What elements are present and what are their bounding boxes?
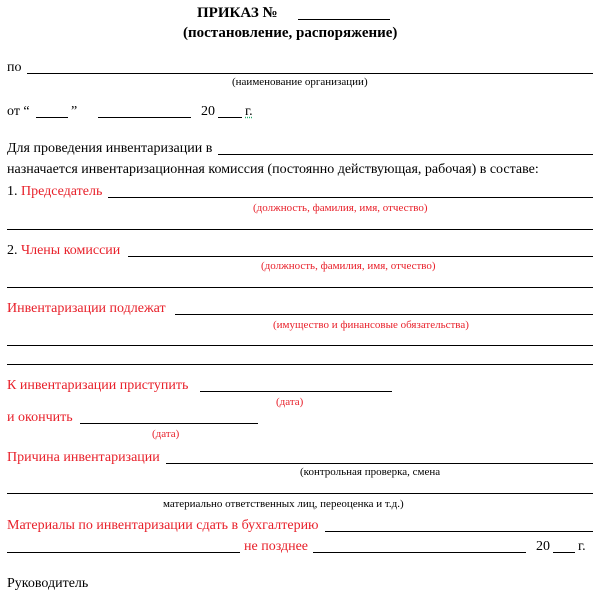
purpose-location-line[interactable]	[218, 154, 593, 155]
subject-extra-line-1[interactable]	[7, 345, 593, 346]
materials-year-line[interactable]	[553, 552, 575, 553]
reason-extra-line[interactable]	[7, 493, 593, 494]
subject-extra-line-2[interactable]	[7, 364, 593, 365]
head-label: Руководитель	[7, 576, 89, 591]
date-close-quote: ”	[71, 104, 78, 119]
start-date-line[interactable]	[200, 391, 392, 392]
date-month-line[interactable]	[98, 117, 191, 118]
finish-caption: (дата)	[152, 428, 180, 440]
org-caption: (наименование организации)	[232, 76, 368, 88]
date-day-line[interactable]	[36, 117, 68, 118]
chairman-caption: (должность, фамилия, имя, отчество)	[253, 202, 428, 214]
purpose-line2: назначается инвентаризационная комиссия (постоянно действующая, рабочая) в составе:	[7, 162, 539, 177]
members-label: Члены комиссии	[21, 243, 121, 258]
chairman-label: Председатель	[21, 184, 103, 199]
finish-date-line[interactable]	[80, 423, 258, 424]
materials-label: Материалы по инвентаризации сдать в бухгалтерию	[7, 518, 319, 533]
reason-label: Причина инвентаризации	[7, 450, 160, 465]
finish-label: и окончить	[7, 410, 73, 425]
date-year-suffix: г.	[245, 104, 253, 119]
members-number: 2.	[7, 243, 18, 258]
date-year-prefix: 20	[201, 104, 215, 119]
org-name-line[interactable]	[27, 73, 593, 74]
order-title: ПРИКАЗ №	[197, 5, 278, 21]
reason-caption-2: материально ответственных лиц, переоценка и т.д.)	[163, 498, 404, 510]
materials-year-prefix: 20	[536, 539, 550, 554]
members-row	[7, 243, 120, 259]
members-extra-line[interactable]	[7, 287, 593, 288]
org-label: по	[7, 60, 22, 75]
order-number-line[interactable]	[298, 19, 390, 20]
subject-label: Инвентаризации подлежат	[7, 301, 166, 316]
subject-caption: (имущество и финансовые обязательства)	[273, 319, 469, 331]
reason-line[interactable]	[166, 463, 593, 464]
start-caption: (дата)	[276, 396, 304, 408]
subject-line[interactable]	[175, 314, 593, 315]
purpose-line1: Для проведения инвентаризации в	[7, 141, 213, 156]
date-year-line[interactable]	[218, 117, 242, 118]
chairman-extra-line[interactable]	[7, 229, 593, 230]
chairman-line[interactable]	[108, 197, 593, 198]
date-from-label: от “	[7, 104, 30, 119]
materials-line[interactable]	[325, 531, 593, 532]
order-subtitle: (постановление, распоряжение)	[183, 25, 398, 41]
materials-year-suffix: г.	[578, 539, 586, 554]
chairman-row	[7, 184, 102, 200]
materials-no-later: не позднее	[244, 539, 309, 554]
reason-caption-1: (контрольная проверка, смена	[300, 466, 441, 478]
chairman-number: 1.	[7, 184, 18, 199]
members-line[interactable]	[128, 256, 593, 257]
materials-deadline-line[interactable]	[313, 552, 526, 553]
start-label: К инвентаризации приступить	[7, 378, 189, 393]
members-caption: (должность, фамилия, имя, отчество)	[261, 260, 436, 272]
materials-date-line[interactable]	[7, 552, 240, 553]
